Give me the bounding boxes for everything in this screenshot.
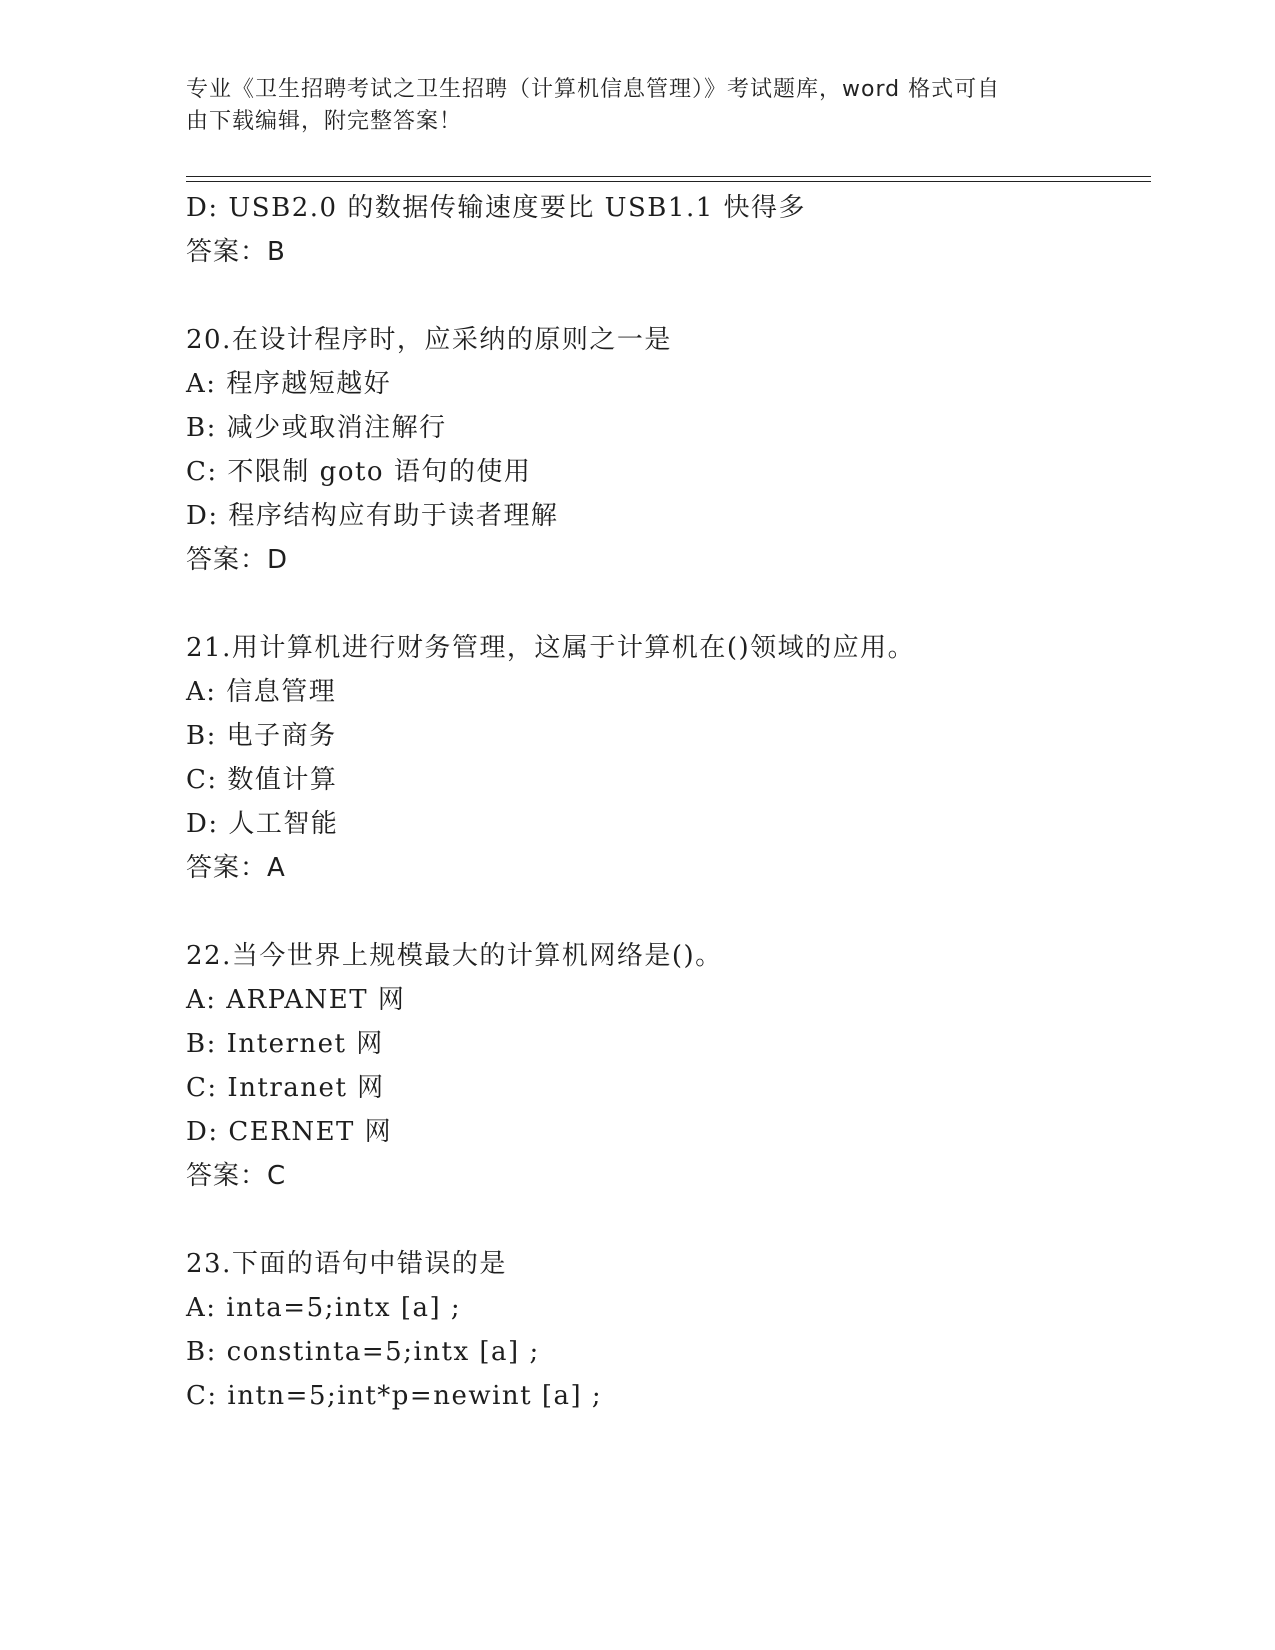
document-header xyxy=(186,74,1066,138)
question-22: 22.当今世界上规模最大的计算机网络是()。 xyxy=(186,941,723,971)
answer: 答案：D xyxy=(186,545,289,575)
answer: 答案：C xyxy=(186,1161,287,1191)
question-21: 21.用计算机进行财务管理，这属于计算机在()领域的应用。 xyxy=(186,633,916,663)
option-a: A: 程序越短越好 xyxy=(186,369,392,399)
answer: 答案：A xyxy=(186,853,286,883)
option-d: D: 人工智能 xyxy=(186,809,339,839)
option-a: A: 信息管理 xyxy=(186,677,337,707)
header-line-1: 专业《卫生招聘考试之卫生招聘（计算机信息管理）》考试题库，word 格式可自 xyxy=(186,77,1001,102)
option-a: A: ARPANET 网 xyxy=(186,985,406,1015)
answer: 答案：B xyxy=(186,237,286,267)
option-b: B: constinta=5;intx [a] ; xyxy=(186,1337,540,1367)
header-divider-top xyxy=(186,176,1151,177)
option-c: C: 不限制 goto 语句的使用 xyxy=(186,457,532,487)
option-d: D: USB2.0 的数据传输速度要比 USB1.1 快得多 xyxy=(186,193,807,223)
question-20: 20.在设计程序时，应采纳的原则之一是 xyxy=(186,325,672,355)
option-b: B: Internet 网 xyxy=(186,1029,384,1059)
option-d: D: CERNET 网 xyxy=(186,1117,393,1147)
option-d: D: 程序结构应有助于读者理解 xyxy=(186,501,559,531)
option-c: C: Intranet 网 xyxy=(186,1073,385,1103)
header-divider-bottom xyxy=(186,181,1151,182)
option-c: C: intn=5;int*p=newint [a] ; xyxy=(186,1381,603,1411)
option-c: C: 数值计算 xyxy=(186,765,338,795)
option-b: B: 减少或取消注解行 xyxy=(186,413,447,443)
header-line-2: 由下载编辑，附完整答案！ xyxy=(186,109,463,134)
question-23: 23.下面的语句中错误的是 xyxy=(186,1249,507,1279)
option-a: A: inta=5;intx [a] ; xyxy=(186,1293,462,1323)
option-b: B: 电子商务 xyxy=(186,721,337,751)
